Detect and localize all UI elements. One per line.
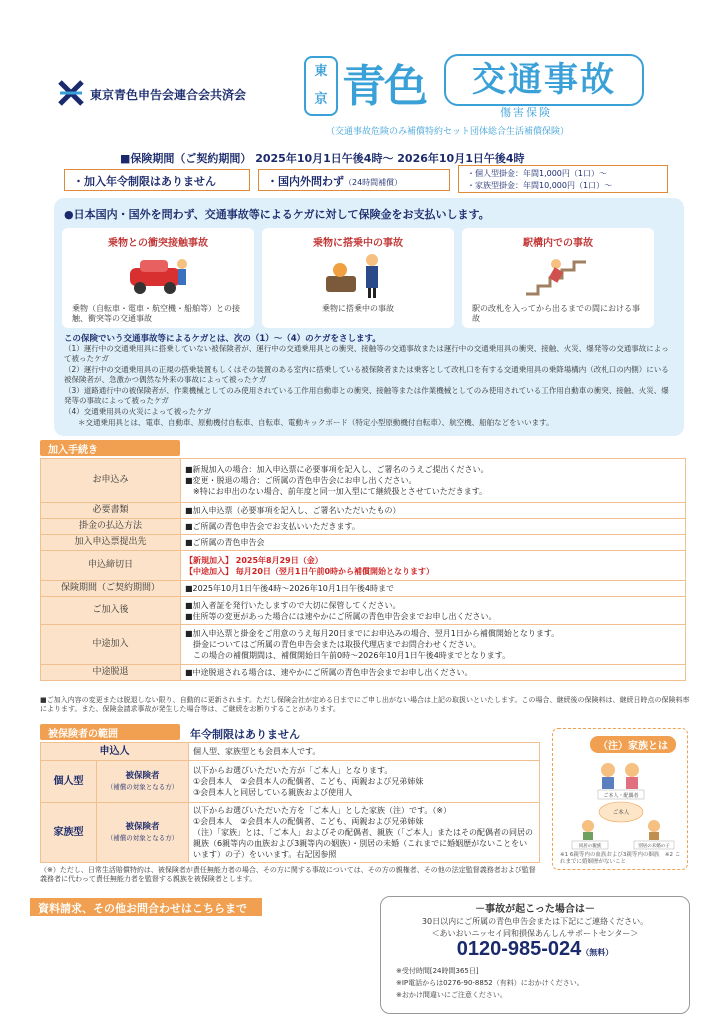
subtitle: （交通事故危険のみ補償特約セット団体総合生活補償保険） [326,127,570,137]
insured-tab: 被保険者の範囲 [40,724,180,740]
condition-note: ＊交通乗用具とは、電車、自動車、原動機付自転車、自転車、電動キックボード（特定小型原動機付自転車）、航空機、船舶などをいいます。 [78,418,554,427]
family-label-self: ご本人 [612,810,630,816]
insured-table [40,742,540,863]
family-label-self-spouse: ご本人・配偶者 [603,793,639,799]
insured-label: 被保険者 [125,821,160,832]
phone-digits[interactable]: 0120-985-024 [456,938,582,960]
card-title: 乗物に搭乗中の事故 [313,238,403,249]
org-name: 東京青色申告会連合会共済会 [90,88,247,102]
accident-title: －事故が起こった場合は－ [475,904,595,915]
accident-note-3: ※おかけ間違いにご注意ください。 [396,991,507,999]
table-row [41,761,540,803]
row-line: ①会員本人 ②会員本人の配偶者、こども、両親および兄弟姉妹 [193,777,424,786]
card-collision [62,228,254,328]
insurance-period: ■保険期間（ご契約期間） 2025年10月1日午後4時～ 2026年10月1日午後4時 [120,152,525,165]
row-line: 以下からお選びいただいた方が「ご本人」となります。 [193,766,393,775]
condition-1: （1）運行中の交通乗用具に搭乗していない被保険者が、運行中の交通乗用具との衝突、接触等の交通事故または運行中の交通乗用具の衝突、接触、火災、爆発等の交通事故によって被ったケガ [64,344,669,363]
row-content [181,625,686,665]
tokyo-char-1: 東 [314,64,328,79]
table-row [41,503,686,519]
row-line: ■住所等の変更があった場合には速やかにご所属の青色申告会までお申し出ください。 [185,611,497,621]
row-label: 加入申込票提出先 [41,535,181,551]
row-label: 必要書類 [41,503,181,519]
card-title: 乗物との衝突接触事故 [108,238,208,249]
procedure-note: ■ご加入内容の変更または脱退しない限り、自動的に更新されます。ただし保険会社が定める日までにご申し出がない場合は上記の取扱いといたします。この場合、継続後の保険料は、継続日時点の保険料率によります。また、保険金請求事故が発生した場合等は、ご継続をお断りすることがあります。 [40,696,690,713]
accident-line-1: 30日以内にご所属の青色申告会または下記にご連絡ください。 [421,917,649,926]
request-bar: 資料請求、その他お問合わせはこちらまで [30,898,262,916]
card-desc: 乗物に搭乗中の事故 [322,304,394,313]
procedure-tab: 加入手続き [40,440,180,456]
insured-note: （※）ただし、日常生活賠償特約は、被保険者が責任無能力者の場合、その方に関する事故については、その方の親権者、その他の法定監督義務者および監督義務者に代わって責任無能力者を監督する親族を被保険者とします。 [40,866,536,883]
tokyo-badge [304,56,338,116]
table-row [41,459,686,503]
table-row [41,551,686,581]
car-crash-illustration [122,250,194,298]
table-row [41,743,540,761]
row-label: 中途脱退 [41,665,181,681]
family-label: 家族型 [41,803,97,863]
insured-label: 被保険者 [125,770,160,781]
row-content [181,597,686,625]
accident-note-2: ※IP電話からは0276-90-8852（有料）におかけください。 [396,979,584,987]
procedure-table [40,458,686,681]
accident-line-2: ＜あいおいニッセイ同和損保あんしんサポートセンター＞ [431,929,639,938]
row-line: ■変更・脱退の場合：ご所属の青色申告会にお申し出ください。 [185,476,417,485]
personal-label: 個人型 [41,761,97,803]
table-row [41,803,540,863]
table-row [41,581,686,597]
deadline-new: 【新規加入】 2025年8月29日（金） [185,555,323,565]
row-line: ■加入申込票と掛金をご用意のうえ毎月20日までにお申込みの場合、翌月1日から補償開始となります。 [185,629,560,638]
coverage-heading: ●日本国内・国外を問わず、交通事故等によるケガに対して保険金をお支払いします。 [64,208,490,221]
row-label: 中途加入 [41,625,181,665]
row-line: ※特にお申出のない場合、前年度と同一加入型にて継続扱とさせていただきます。 [193,487,488,496]
personal-content [189,761,540,803]
card-station [462,228,654,328]
condition-4: （4）交通乗用具の火災によって被ったケガ [64,407,212,416]
row-content: ■2025年10月1日午後4時～2026年10月1日午後4時まで [181,581,686,597]
phone-number[interactable] [380,938,690,961]
applicant-label: 申込人 [41,743,189,761]
conditions-heading: この保険でいう交通事故等によるケガとは、次の（1）～（4）のケガをさします。 [64,334,381,344]
insured-sub: （補償の対象となる方） [106,782,179,791]
condition-2: （2）運行中の交通乗用具の正規の搭乗装置もしくはその装置のある室内に搭乗している被保険者または乗客として改札口を有する交通乗用具の乗降場構内（改札口の内側）にいる被保険者が、急激かつ偶然な外来の事故によって被ったケガ [64,365,669,384]
row-line: 以下からお選びいただいた方を「ご本人」とした家族（注）です。（※） [193,806,452,815]
price-family: ・家族型掛金：年間10,000円（1口）～ [467,181,613,190]
row-line: 掛金についてはご所属の青色申告会または取扱代理店までお問合わせください。 [193,640,481,649]
title-jiko: 交通事故 [444,54,644,106]
insured-label-cell [97,761,189,803]
row-content: ■中途脱退される場合は、速やかにご所属の青色申告会までお申し出ください。 [181,665,686,681]
row-line: ①会員本人 ②会員本人の配偶者、こども、両親および兄弟姉妹 [193,817,424,826]
row-content [181,551,686,581]
deadline-midterm: 【中途加入】 毎月20日（翌月1日午前0時から補償開始となります） [185,566,435,576]
row-content: ■ご所属の青色申告会でお支払いいただきます。 [181,519,686,535]
row-label: ご加入後 [41,597,181,625]
insured-title: 年令制限はありません [190,728,300,741]
card-desc: 駅の改札を入ってから出るまでの間における事故 [472,304,640,323]
row-label: 申込締切日 [41,551,181,581]
row-content [181,459,686,503]
station-stairs-illustration [522,250,594,298]
insured-sub: （補償の対象となる方） [106,833,179,842]
age-limit-box [64,169,250,191]
row-label: 掛金の払込方法 [41,519,181,535]
age-limit-text: ・加入年令制限はありません [73,175,216,188]
table-row [41,625,686,665]
applicant-text: 個人型、家族型とも会員本人です。 [189,743,540,761]
phone-suffix: （無料） [581,948,614,957]
row-line: ■加入者証を発行いたしますので大切に保管してください。 [185,600,401,610]
tokyo-char-2: 京 [314,92,328,107]
family-title: （注）家族とは [590,736,676,753]
area-text: ・国内外問わず [267,175,344,188]
org-logo [58,80,84,106]
row-line: この場合の補償期間は、補償開始日午前0時～2026年10月1日午後4時までとなります。 [193,651,511,660]
condition-3: （3）道路通行中の被保険者が、作業機械としてのみ使用されている工作用自動車との衝突、接触等または作業機械としてのみ使用されている工作用自動車の衝突、接触、火災、爆発等の事故によって被ったケガ [64,386,669,405]
family-note: ※1 6親等内の血族および3親等内の姻族 ※2 これまでに婚姻歴がないこと [560,852,681,865]
table-row [41,519,686,535]
insured-label-cell [97,803,189,863]
family-label-cohabiting: 同居の親族 [578,844,602,849]
table-row [41,597,686,625]
row-line: ■新規加入の場合：加入申込票に必要事項を記入し、ご署名のうえご提出ください。 [185,465,489,474]
card-boarding [262,228,454,328]
card-desc: 乗物（自転車・電車・航空機・船舶等）との接触、衝突等の交通事故 [72,304,240,323]
table-row [41,535,686,551]
title-hoken: 傷害保険 [500,106,552,119]
row-content: ■ご所属の青色申告会 [181,535,686,551]
row-label: お申込み [41,459,181,503]
table-row [41,665,686,681]
title-aoiro: 青色 [342,61,426,112]
family-content [189,803,540,863]
area-small: （24時間補償） [344,178,403,187]
price-personal: ・個人型掛金：年間1,000円（1口）～ [467,169,607,178]
card-title: 駅構内での事故 [523,238,593,249]
row-line: （注）「家族」とは、「ご本人」およびその配偶者、親族（「ご本人」またはその配偶者の同居の親族（6親等内の血族および3親等内の姻族）・別居の未婚（これまでに婚姻歴がないことをいいます）の子）をいいます。右記図参照 [193,828,533,859]
row-label: 保険期間（ご契約期間） [41,581,181,597]
price-box [458,165,668,193]
family-diagram [566,756,676,850]
family-label-separate-child: 別居の未婚の子 [638,844,670,849]
row-line: ③会員本人と同居している親族および使用人 [193,788,353,797]
accident-note-1: ※受付時間[24時間365日] [396,967,479,975]
row-content: ■加入申込票（必要事項を記入し、ご署名いただいたもの） [181,503,686,519]
passenger-illustration [322,250,394,298]
area-box [258,169,450,191]
